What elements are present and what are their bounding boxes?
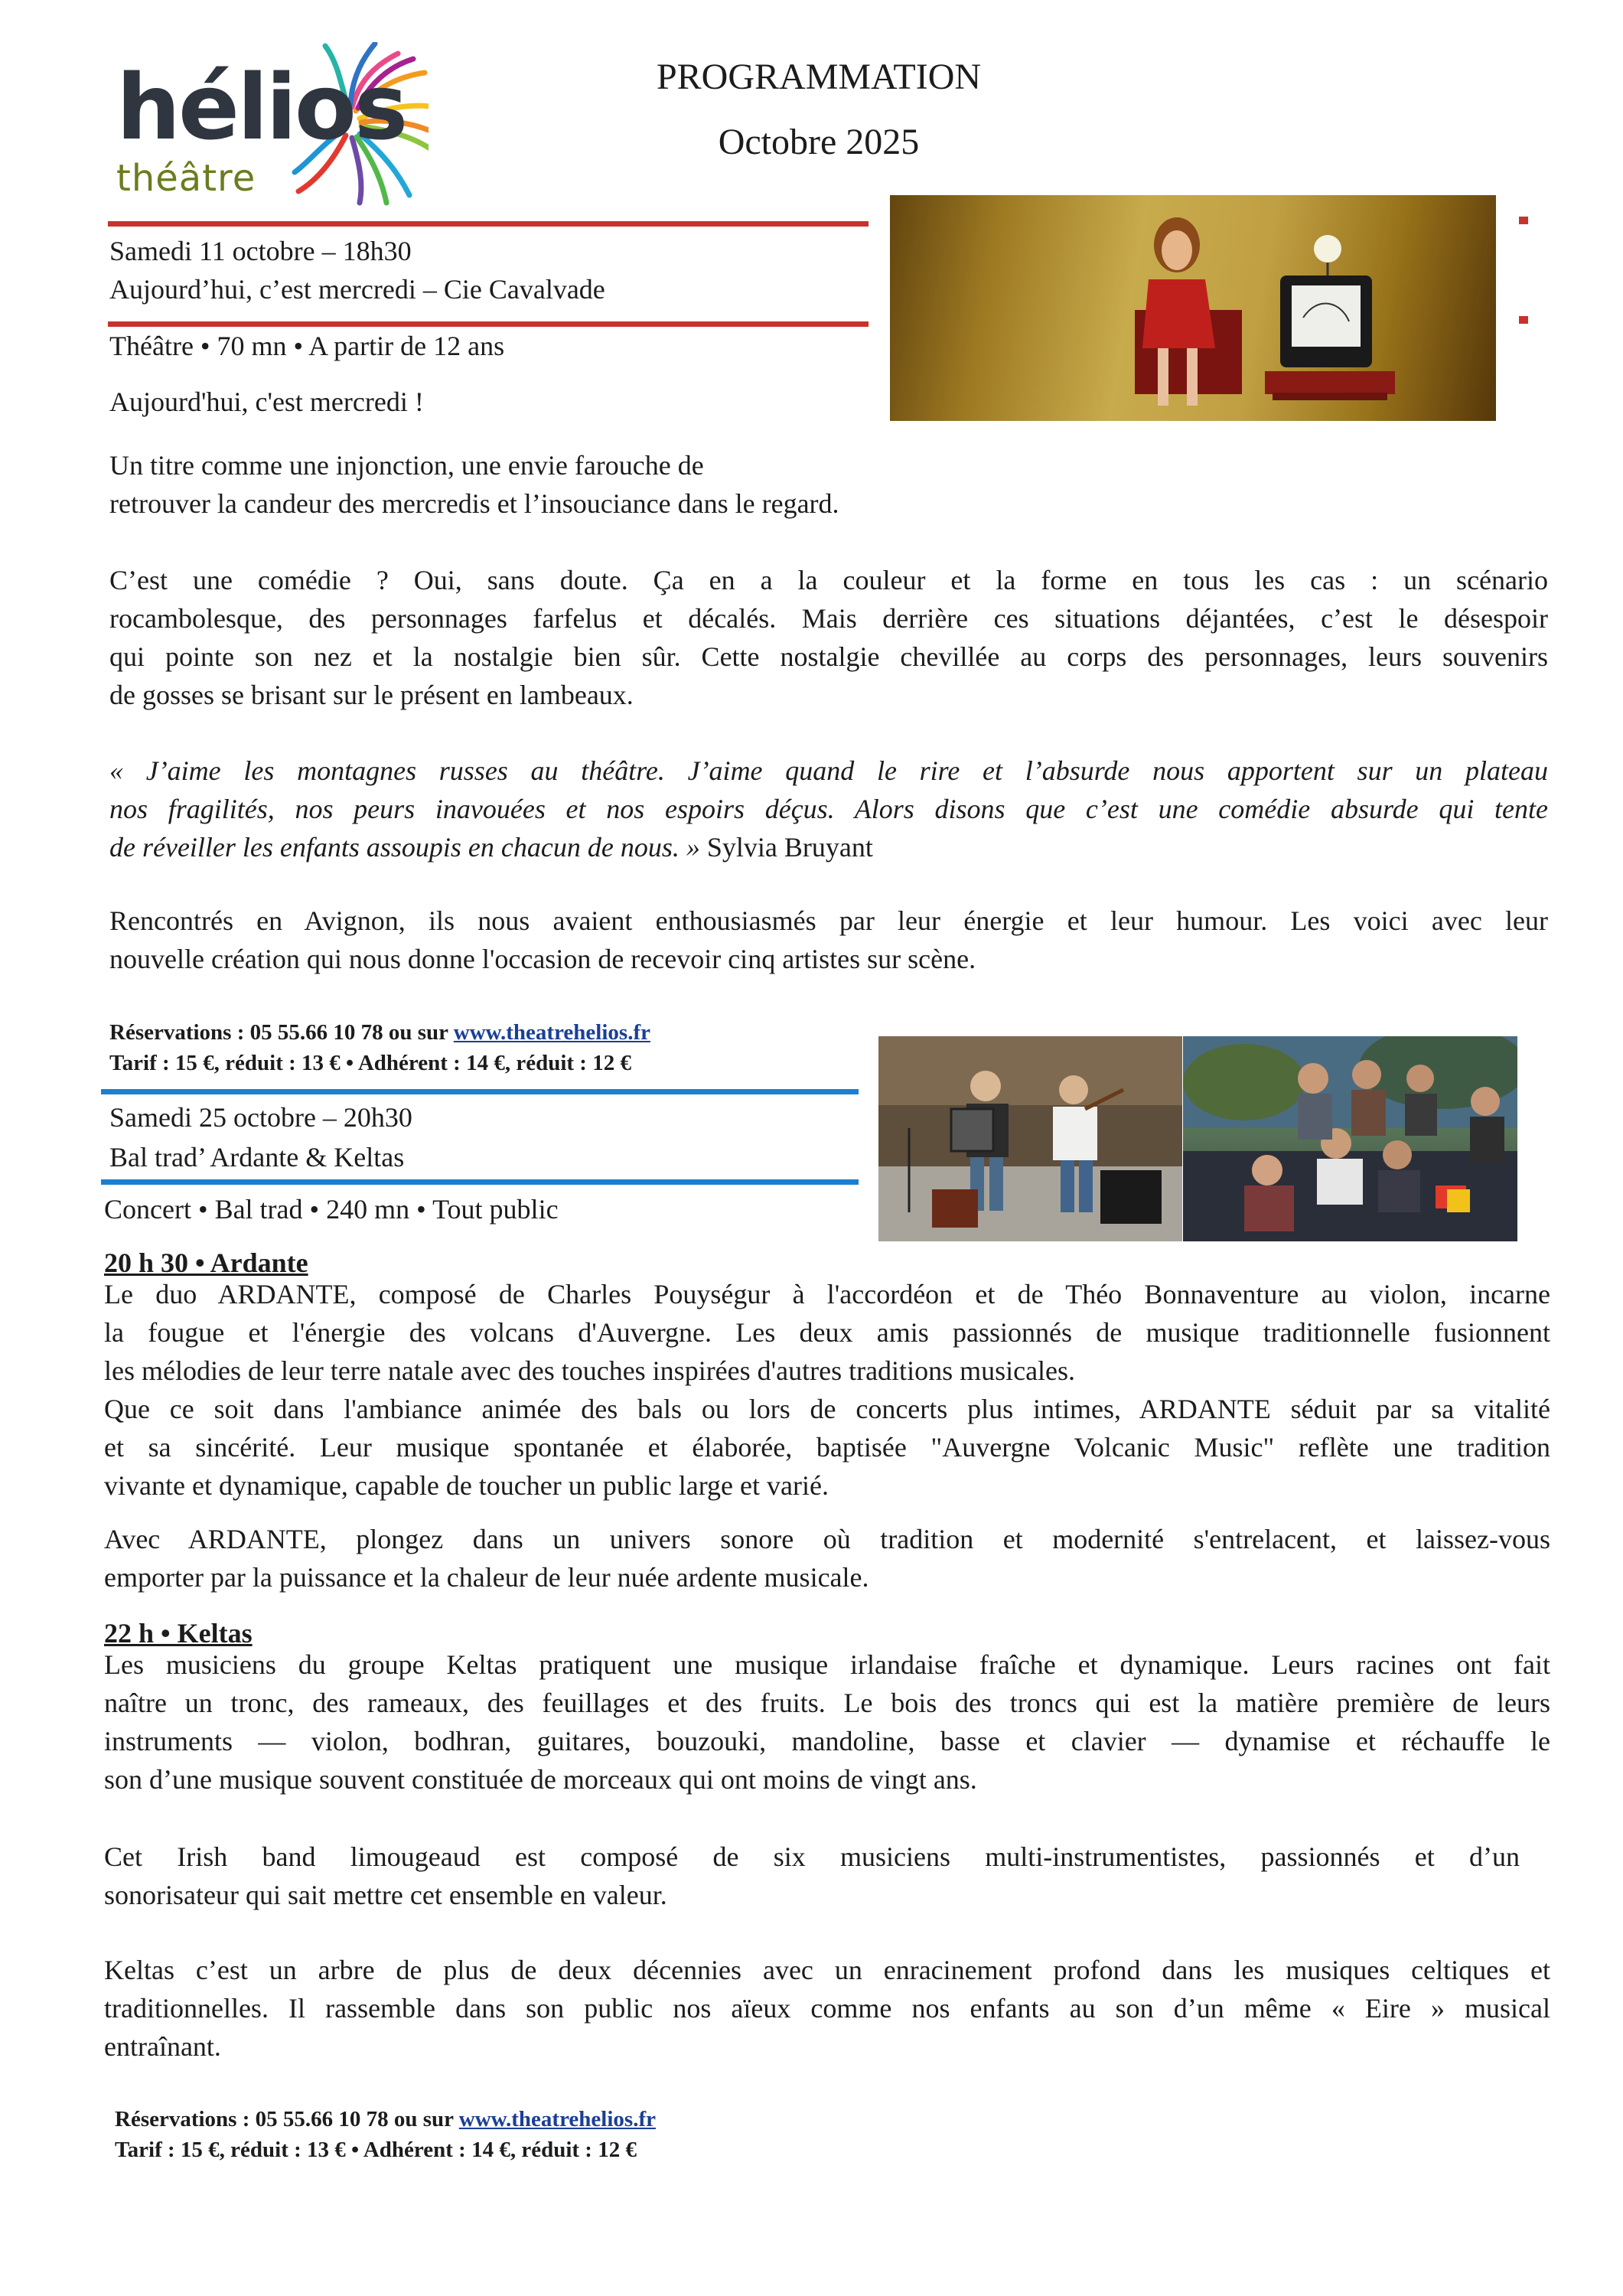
event2-tarif: Tarif : 15 €, réduit : 13 € • Adhérent : 14 €, réduit : 12 €: [115, 2138, 637, 2162]
text-line: sonorisateur qui sait mettre cet ensemble en valeur.: [104, 1880, 667, 1910]
website-link[interactable]: www.theatrehelios.fr: [453, 1020, 650, 1045]
text-line: Avec ARDANTE, plongez dans un univers sonore où tradition et modernité s'entrelacent, et laissez-vous: [104, 1524, 1550, 1554]
text-line: C’est une comédie ? Oui, sans doute. Ça en a la couleur et la forme en tous les cas : un scénario: [109, 565, 1548, 595]
keltas-heading: 22 h • Keltas: [104, 1618, 253, 1649]
text-line: instruments — violon, bodhran, guitares, bouzouki, mandoline, basse et clavier — dynamise et réchauffe le: [104, 1726, 1550, 1756]
page-title: PROGRAMMATION: [656, 57, 982, 97]
event2-bottom-rule: [101, 1179, 859, 1185]
text-line: nos fragilités, nos peurs inavouées et nos espoirs déçus. Alors disons que c’est une comédie absurde qui tente: [109, 794, 1548, 824]
event1-intro: [109, 446, 875, 523]
text-line: Les musiciens du groupe Keltas pratiquent une musique irlandaise fraîche et dynamique. Leurs racines ont fait: [104, 1649, 1550, 1680]
event1-bottom-rule: [108, 321, 869, 327]
event1-headline: Aujourd'hui, c'est mercredi !: [109, 386, 424, 417]
event1-tarif: Tarif : 15 €, réduit : 13 € • Adhérent : 14 €, réduit : 12 €: [109, 1051, 631, 1075]
event1-date: Samedi 11 octobre – 18h30: [109, 236, 412, 266]
text-line: entraînant.: [104, 2031, 221, 2062]
event2-title: Bal trad’ Ardante & Keltas: [109, 1142, 405, 1172]
text-line: son d’une musique souvent constituée de morceaux qui ont moins de vingt ans.: [104, 1764, 977, 1795]
event1-title: Aujourd’hui, c’est mercredi – Cie Cavalvade: [109, 274, 605, 305]
logo-wordmark: hélios: [116, 54, 406, 160]
text-line: retrouver la candeur des mercredis et l’insouciance dans le regard.: [109, 488, 839, 519]
event1-paragraph-2: [109, 902, 1548, 978]
decor-red-mark: [1519, 217, 1528, 224]
event1-paragraph: [109, 561, 1548, 714]
event1-meta: Théâtre • 70 mn • A partir de 12 ans: [109, 331, 505, 361]
event2-reservation: [115, 2104, 656, 2135]
text-line: Rencontrés en Avignon, ils nous avaient enthousiasmés par leur énergie et leur humour. Les voici avec leur: [109, 905, 1548, 936]
event1-quote: [109, 752, 1548, 866]
ardante-paragraph-2: [104, 1520, 1550, 1596]
ardante-paragraph: [104, 1275, 1550, 1505]
text-line: la fougue et l'énergie des volcans d'Auvergne. Les deux amis passionnés de musique traditionnelle fusionnent: [104, 1317, 1550, 1348]
keltas-paragraph: [104, 1645, 1550, 1799]
reservation-text: Réservations : 05 55.66 10 78 ou sur: [115, 2107, 459, 2131]
text-line: les mélodies de leur terre natale avec des touches inspirées d'autres traditions musicales.: [104, 1355, 1076, 1386]
page-subtitle: Octobre 2025: [718, 122, 920, 162]
website-link[interactable]: www.theatrehelios.fr: [458, 2107, 656, 2131]
text-line: naître un tronc, des rameaux, des feuillages et des fruits. Le bois des troncs qui est la matière première de leurs: [104, 1688, 1550, 1718]
keltas-paragraph-3: [104, 1951, 1550, 2066]
text-line: de gosses se brisant sur le présent en lambeaux.: [109, 680, 634, 710]
event2-date: Samedi 25 octobre – 20h30: [109, 1102, 412, 1133]
text-line: « J’aime les montagnes russes au théâtre. J’aime quand le rire et l’absurde nous apportent sur un plateau: [109, 755, 1548, 786]
text-line: qui pointe son nez et la nostalgie bien sûr. Cette nostalgie chevillée au corps des personnages, leurs souvenirs: [109, 641, 1548, 672]
quote-author: Sylvia Bruyant: [699, 832, 873, 863]
text-line: Cet Irish band limougeaud est composé de six musiciens multi-instrumentistes, passionnés et d’un: [104, 1841, 1520, 1872]
text-line: rocambolesque, des personnages farfelus et décalés. Mais derrière ces situations déjantées, c’est le désespoir: [109, 603, 1548, 634]
reservation-text: Réservations : 05 55.66 10 78 ou sur: [109, 1020, 454, 1045]
logo-subtitle: théâtre: [116, 157, 256, 200]
theatre-logo: [107, 42, 429, 207]
text-line: Le duo ARDANTE, composé de Charles Pouységur à l'accordéon et de Théo Bonnaventure au violon, incarne: [104, 1279, 1550, 1309]
keltas-photo: [1183, 1036, 1517, 1241]
event1-top-rule: [108, 221, 869, 227]
ardante-heading: 20 h 30 • Ardante: [104, 1247, 308, 1278]
keltas-paragraph-2: [104, 1838, 1520, 1914]
event1-photo: [890, 195, 1496, 421]
text-line: nouvelle création qui nous donne l'occasion de recevoir cinq artistes sur scène.: [109, 944, 976, 974]
decor-red-mark: [1519, 316, 1528, 324]
text-line: Un titre comme une injonction, une envie farouche de: [109, 450, 704, 481]
event1-reservation: [109, 1017, 650, 1048]
event2-meta: Concert • Bal trad • 240 mn • Tout public: [104, 1194, 559, 1225]
event2-top-rule: [101, 1089, 859, 1094]
text-line: et sa sincérité. Leur musique spontanée et élaborée, baptisée "Auvergne Volcanic Music" reflète une tradition: [104, 1432, 1550, 1463]
text-line: de réveiller les enfants assoupis en chacun de nous. »: [109, 832, 700, 863]
text-line: vivante et dynamique, capable de toucher un public large et varié.: [104, 1470, 829, 1501]
text-line: Que ce soit dans l'ambiance animée des bals ou lors de concerts plus intimes, ARDANTE séduit par sa vitalité: [104, 1394, 1550, 1424]
text-line: traditionnelles. Il rassemble dans son public nos aïeux comme nos enfants au son d’un même « Eire » musical: [104, 1993, 1550, 2024]
text-line: emporter par la puissance et la chaleur de leur nuée ardente musicale.: [104, 1562, 869, 1593]
ardante-photo: [878, 1036, 1182, 1241]
text-line: Keltas c’est un arbre de plus de deux décennies avec un enracinement profond dans les musiques celtiques et: [104, 1955, 1550, 1985]
